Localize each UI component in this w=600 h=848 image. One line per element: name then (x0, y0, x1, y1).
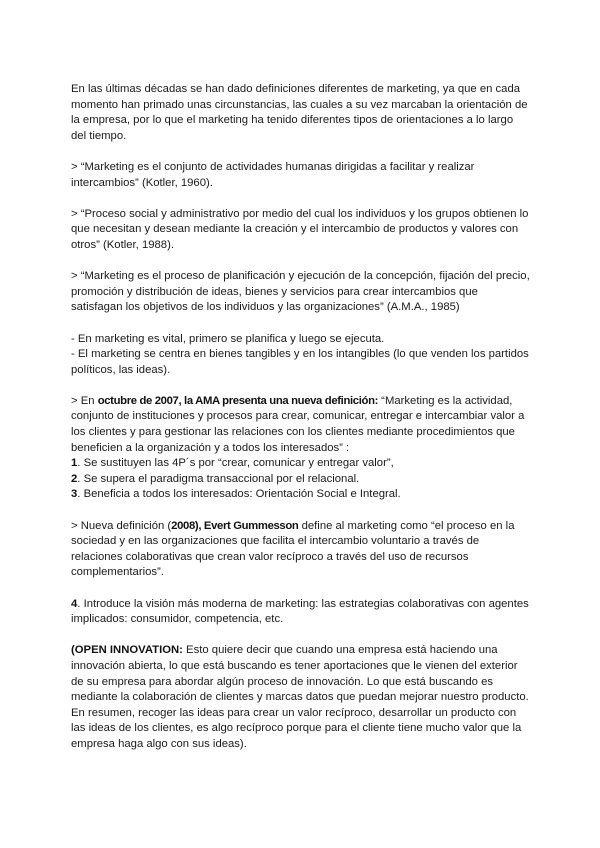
intro-paragraph: En las últimas décadas se han dado definiciones diferentes de marketing, ya que en cada momento han primado unas circunstancias, las cuales a su vez marcaban la orientación de la empresa, por lo que el marketing ha tenido diferentes tipos de orientaciones a lo largo del tiempo. (71, 83, 528, 142)
notes-block (71, 332, 531, 379)
definition-kotler-1988: > “Proceso social y administrativo por medio del cual los individuos y los grupos obtienen lo que necesitan y desean mediante la creación y el intercambio de productos y valores con otros” (Kotler, 1988). (71, 207, 529, 251)
ama-prefix: > En (71, 394, 98, 407)
ama-point-number: 1 (71, 457, 78, 470)
open-innovation-text: Esto quiere decir que cuando una empresa está haciendo una innovación abierta, lo que está buscando es tener aportaciones que le vienen del exterior de su empresa para abordar algún proceso de innovación. Lo que está buscando es mediante la colaboración de clientes y marcas datos que puedan mejorar nuestro producto. En resumen, recoger las ideas para crear un valor recíproco, desarrollar un producto con las ideas de los clientes, es algo recíproco porque para el cliente tiene mucho valor que la empresa haga algo con sus ideas). (71, 644, 529, 750)
definition-kotler-1960: > “Marketing es el conjunto de actividades humanas dirigidas a facilitar y realizar intercambios” (Kotler, 1960). (71, 160, 475, 189)
point-4-text: . Introduce la visión más moderna de marketing: las estrategias colaborativas con agentes implicados: consumidor, competencia, etc. (71, 597, 529, 626)
gummesson-definition (71, 519, 531, 581)
ama-2007-block (71, 394, 531, 503)
ama-point-text: . Beneficia a todos los interesados: Orientación Social e Integral. (77, 488, 401, 501)
ama-point-number: 2 (71, 472, 78, 485)
gummesson-text: define al marketing como “el proceso en la sociedad y en las organizaciones que facilita el intercambio voluntario a través de relaciones colaborativas que crean valor recíproco a través del uso de recursos complementarios”. (71, 519, 515, 579)
point-4-number: 4 (71, 597, 78, 610)
ama-point-1 (71, 456, 531, 472)
ama-point-2 (71, 472, 531, 488)
note-tangible-intangible: - El marketing se centra en bienes tangibles y en los intangibles (lo que venden los partidos políticos, las ideas). (71, 348, 529, 376)
gummesson-heading: 2008), Evert Gummesson (171, 519, 299, 532)
gummesson-prefix: > Nueva definición ( (71, 519, 172, 532)
note-plan-execute: - En marketing es vital, primero se planifica y luego se ejecuta. (71, 332, 385, 345)
ama-2007-definition (71, 394, 531, 456)
open-innovation-heading: (OPEN INNOVATION: (71, 644, 183, 657)
ama-point-3 (71, 487, 531, 503)
open-innovation-paragraph (71, 643, 531, 752)
point-4-paragraph (71, 597, 531, 628)
ama-point-text: . Se sustituyen las 4P´s por “crear, comunicar y entregar valor”, (77, 457, 394, 470)
ama-heading: octubre de 2007, la AMA presenta una nueva definición: (97, 394, 379, 407)
definition-ama-1985: > “Marketing es el proceso de planificación y ejecución de la concepción, fijación del precio, promoción y distribución de ideas, bienes y servicios para crear intercambios que satisfagan los objetivos de los individuos y las organizaciones” (A.M.A., 1985) (71, 270, 530, 314)
ama-point-text: . Se supera el paradigma transaccional por el relacional. (77, 472, 360, 485)
ama-point-number: 3 (71, 488, 78, 501)
ama-definition-text: “Marketing es la actividad, conjunto de instituciones y procesos para crear, comunicar, entregar e intercambiar valor a los clientes y para gestionar las relaciones con los clientes mediante procedimientos que beneficien a la organización y a todos los interesados” : (71, 394, 525, 454)
document-body (71, 82, 531, 768)
